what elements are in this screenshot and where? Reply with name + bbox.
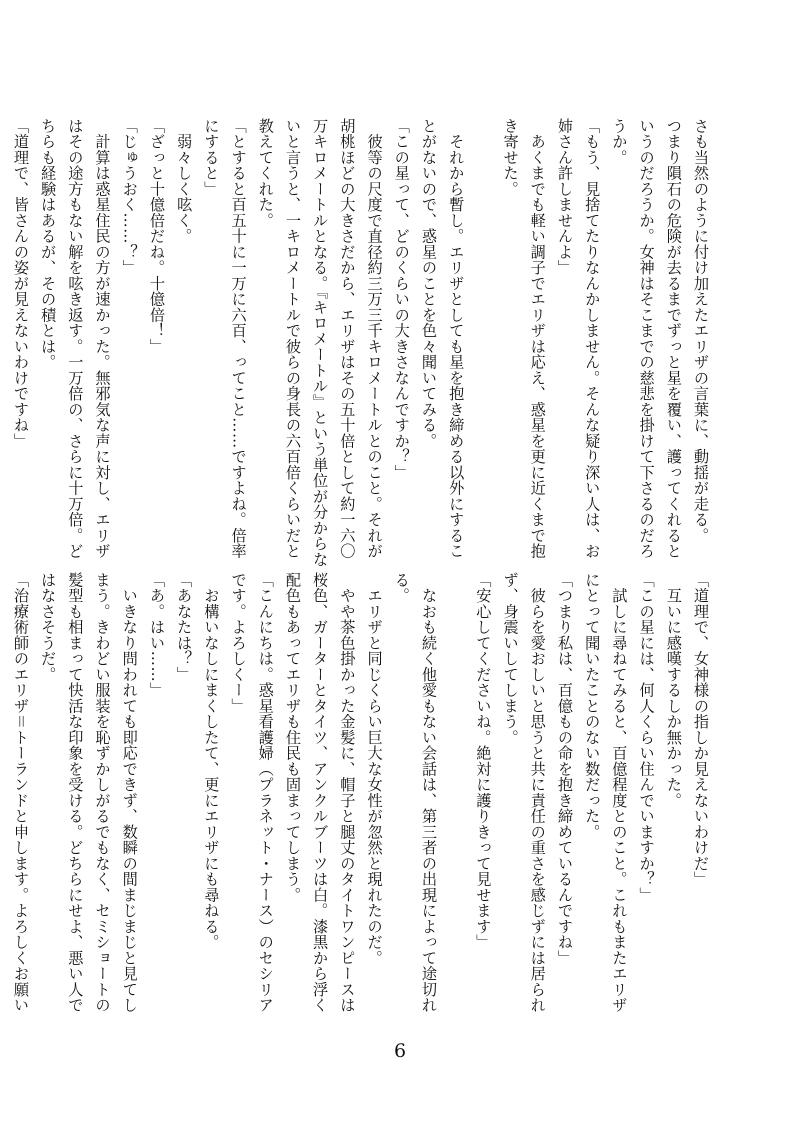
text-column: 「じゅうおく……？」 [120, 118, 139, 276]
text-column: はなさそうだ。 [39, 572, 58, 683]
text-column: 「安心してくださいね。絶対に護りきって見せます」 [474, 572, 493, 950]
text-column: 姉さん許しませんよ」 [555, 118, 574, 276]
text-column: です。よろしくー」 [229, 572, 248, 714]
text-column: 髪型も相まって快活な印象を受ける。どちらにせよ、悪い人で [66, 572, 85, 1013]
text-column: ちらも経験はあるが、その積とは。 [39, 118, 58, 370]
text-column: いと言うと、一キロメートルで彼らの身長の六百倍くらいだと [283, 118, 302, 559]
text-column: 「とすると百五十に一万に六百、ってこと……ですよね。倍率 [229, 118, 248, 559]
text-column: いうのだろうか。女神はそこまでの慈悲を掛けて下さるのだろ [637, 118, 656, 559]
text-column: まう。きわどい服装を恥ずかしがるでもなく、セミショートの [93, 572, 112, 1013]
text-column: それから暫し。エリザとしても星を抱き締める以外にするこ [447, 118, 466, 559]
text-column: 互いに感嘆するしか無かった。 [664, 572, 683, 809]
text-column: 配色もあってエリザも住民も固まってしまう。 [283, 572, 302, 903]
text-column: いきなり問われても即応できず、数瞬の間まじまじと見てし [120, 572, 139, 1013]
text-column: る。 [392, 572, 411, 604]
text-column: 彼らを愛おしいと思うと共に責任の重さを感じずには居られ [528, 572, 547, 1013]
text-column: 「つまり私は、百億もの命を抱き締めているんですね」 [555, 572, 574, 966]
text-column: なおも続く他愛もない会話は、第三者の出現によって途切れ [419, 572, 438, 1013]
text-column: 「この星には、何人くらい住んでいますか？」 [637, 572, 656, 903]
text-column: 計算は惑星住民の方が速かった。無邪気な声に対し、エリザ [93, 118, 112, 559]
text-column: とがないので、惑星のことを色々聞いてみる。 [419, 118, 438, 449]
text-column: 「道理で、女神様の指しか見えないわけだ」 [692, 572, 710, 887]
text-column: 桜色、ガーターとタイツ、アンクルブーツは白。漆黒から浮く [311, 572, 330, 1013]
text-column: 「あ。はい……」 [147, 572, 166, 698]
text-column: 「こんにちは。惑星看護婦（プラネット・ナース）のセシリア [256, 572, 275, 1013]
text-column: 「あなたは？」 [175, 572, 194, 683]
text-column: さも当然のように付け加えたエリザの言葉に、動揺が走る。 [692, 118, 710, 544]
text-column: お構いなしにまくしたて、更にエリザにも尋ねる。 [202, 572, 221, 950]
text-column: 「治療術師のエリザ＝トーランドと申します。よろしくお願い [11, 572, 30, 1013]
text-column: 「もう、見捨てたりなんかしません。そんな疑り深い人は、お [583, 118, 602, 559]
text-column: あくまでも軽い調子でエリザは応え、惑星を更に近くまで抱 [528, 118, 547, 559]
text-column: 万キロメートルとなる。『キロメートル』という単位が分からな [311, 118, 330, 568]
text-column: 「この星って、どのくらいの大きさなんですか？」 [392, 118, 411, 481]
text-column: エリザと同じくらい巨大な女性が忽然と現れたのだ。 [365, 572, 384, 966]
text-column: 「ざっと十億倍だね。十億倍！」 [147, 118, 166, 355]
text-column: つまり隕石の危険が去るまでずっと星を覆い、護ってくれると [664, 118, 683, 559]
text-column: ず、身震いしてしまう。 [501, 572, 520, 746]
text-column [442, 572, 469, 998]
text-column: 試しに尋ねてみると、百億程度とのこと。これもまたエリザ [610, 572, 629, 1013]
text-column: 彼等の尺度で直径約三万三千キロメートルとのこと。それが [365, 118, 384, 559]
text-column: き寄せた。 [501, 118, 520, 197]
text-column: にとって聞いたことのない数だった。 [583, 572, 602, 840]
text-column: はその途方もない解を呟き返す。一万倍の、さらに十万倍。ど [66, 118, 85, 559]
text-column: 「道理で、皆さんの姿が見えないわけですね」 [11, 118, 30, 449]
text-column: にすると」 [202, 118, 221, 197]
page-number: 6 [393, 1040, 407, 1062]
text-column: 弱々しく呟く。 [175, 118, 194, 244]
text-column: うか。 [610, 118, 629, 166]
text-column: 教えてくれた。 [256, 118, 275, 229]
text-column: やや茶色掛かった金髪に、帽子と腿丈のタイトワンピースは [338, 572, 357, 1013]
upper-text-block [11, 118, 714, 568]
text-column [469, 118, 496, 544]
text-column: 胡桃ほどの大きさだから、エリザはその五十倍として約一六〇 [338, 118, 357, 559]
lower-text-block [11, 572, 714, 1013]
